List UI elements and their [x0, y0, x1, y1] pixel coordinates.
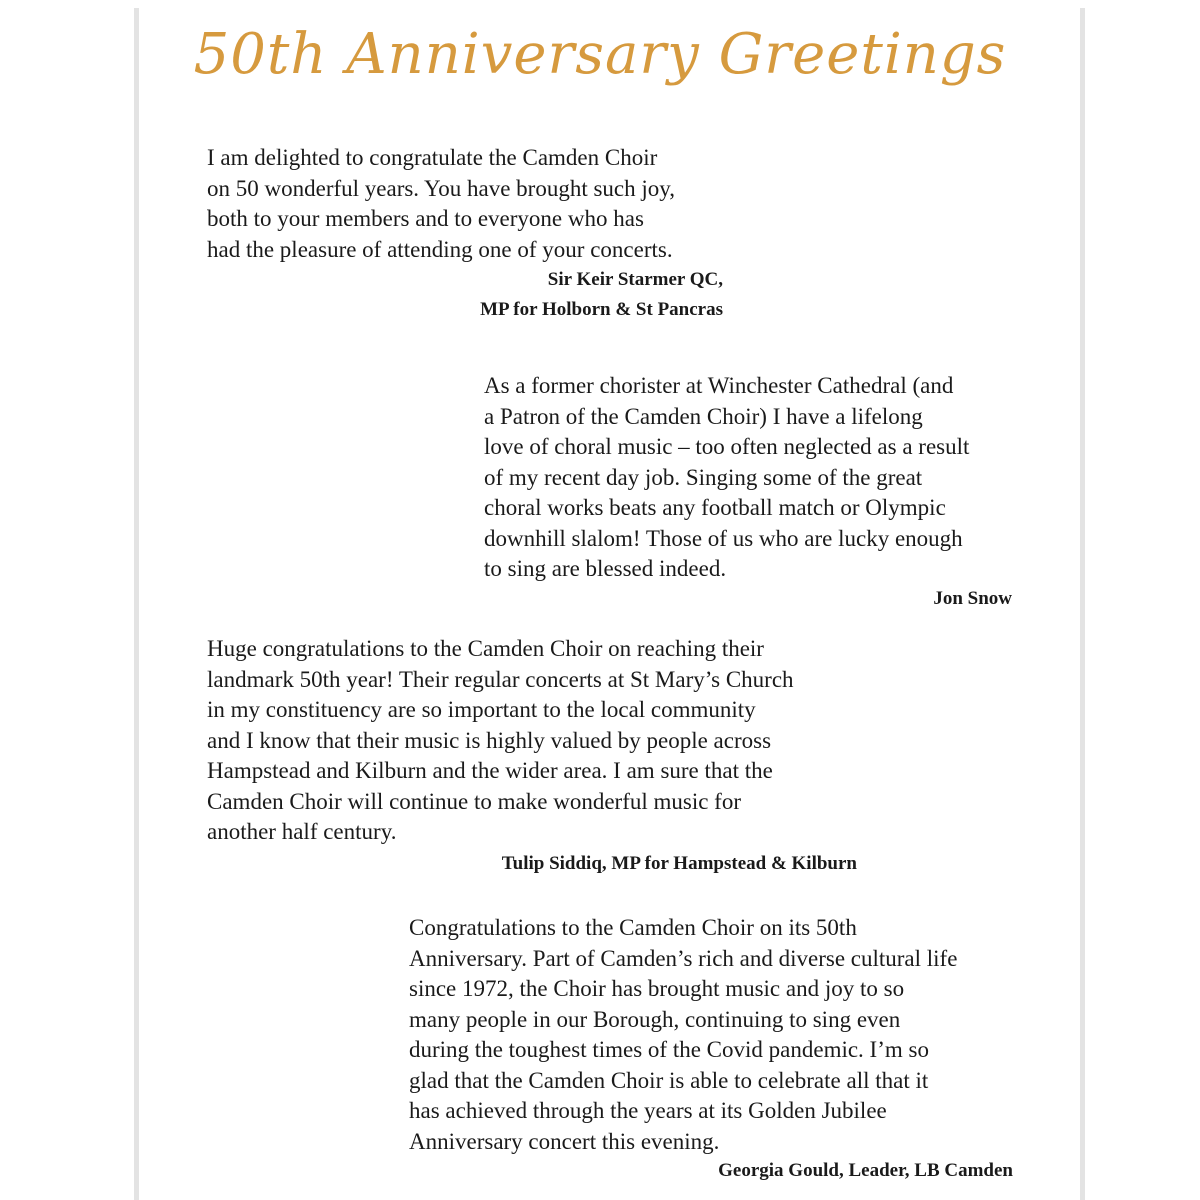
- right-page-border: [1080, 8, 1085, 1200]
- greeting-signature: Sir Keir Starmer QC, MP for Holborn & St Pancras: [480, 269, 723, 320]
- greeting-message-starmer: [207, 143, 727, 325]
- greeting-message-siddiq: [207, 634, 867, 879]
- page-title: 50th Anniversary Greetings: [193, 22, 1007, 87]
- greeting-signature: Georgia Gould, Leader, LB Camden: [718, 1160, 1013, 1181]
- greeting-message-snow: [484, 371, 1014, 614]
- greeting-text: Huge congratulations to the Camden Choir on reaching their landmark 50th year! Their regular concerts at St Mary’s Church in my constituency are so important to the local community and I know that their music is highly valued by people across Hampstead and Kilburn and the wider area. I am sure that the Camden Choir will continue to make wonderful music for another half century.: [207, 636, 794, 844]
- greeting-text: As a former chorister at Winchester Cathedral (and a Patron of the Camden Choir) I have a lifelong love of choral music – too often neglected as a result of my recent day job. Singing some of the great choral works beats any football match or Olympic downhill slalom! Those of us who are lucky enough to sing are blessed indeed.: [484, 373, 970, 581]
- greeting-text: I am delighted to congratulate the Camden Choir on 50 wonderful years. You have brought such joy, both to your members and to everyone who has had the pleasure of attending one of your concerts.: [207, 145, 676, 262]
- greeting-message-gould: [409, 913, 1019, 1186]
- left-page-border: [134, 8, 139, 1200]
- greeting-text: Congratulations to the Camden Choir on its 50th Anniversary. Part of Camden’s rich and diverse cultural life since 1972, the Choir has brought music and joy to so many people in our Borough, continuing to sing even during the toughest times of the Covid pandemic. I’m so glad that the Camden Choir is able to celebrate all that it has achieved through the years at its Golden Jubilee Anniversary concert this evening.: [409, 915, 958, 1154]
- greeting-signature: Tulip Siddiq, MP for Hampstead & Kilburn: [501, 852, 857, 874]
- greeting-signature: Jon Snow: [933, 587, 1012, 609]
